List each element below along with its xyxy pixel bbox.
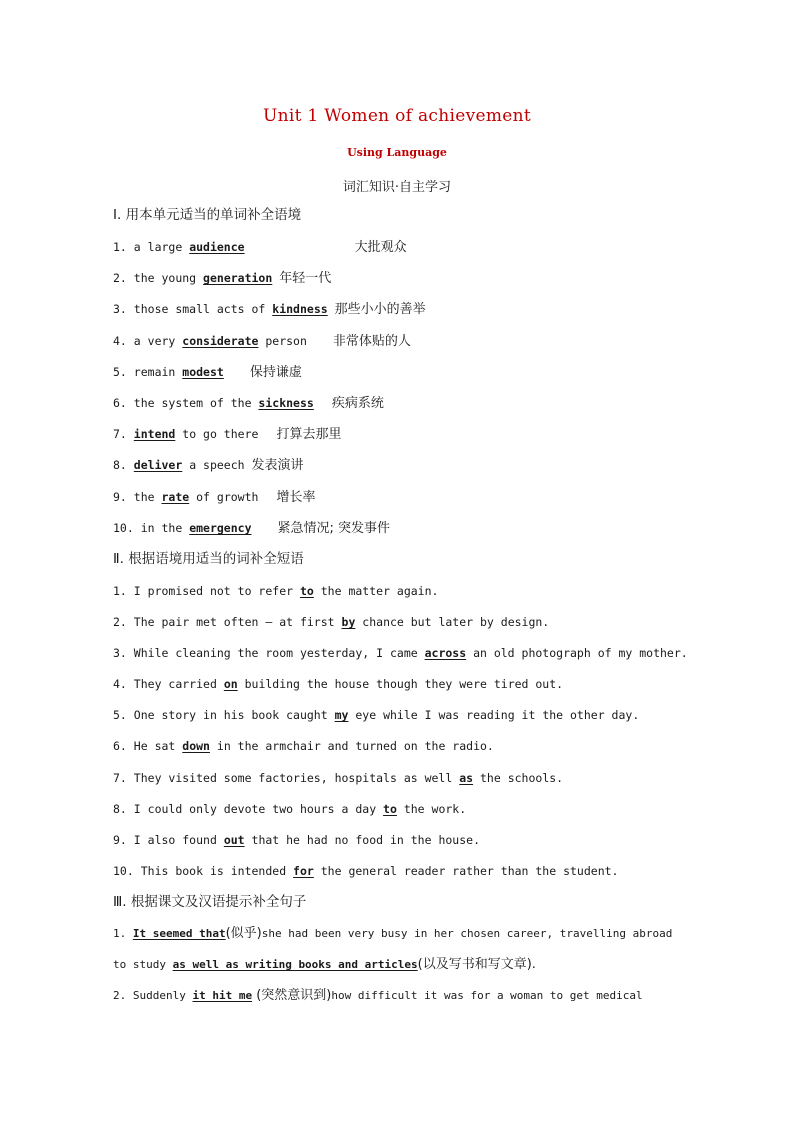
list-item: 4. a very considerate person 非常体贴的人 (113, 334, 411, 349)
answer: deliver (133, 458, 183, 472)
list-item: 9. I also found out that he had no food in the house. (113, 833, 480, 847)
sentence-item-continued: to study as well as writing books and articles(以及写书和写文章). (113, 957, 536, 972)
list-item: 3. While cleaning the room yesterday, I came across an old photograph of my mother. (113, 646, 688, 660)
list-item: 2. The pair met often — at first by chance but later by design. (113, 615, 550, 629)
answer: across (424, 646, 467, 660)
answer: for (293, 864, 314, 878)
answer: emergency (189, 521, 252, 535)
list-item: 10. This book is intended for the general reader rather than the student. (113, 864, 619, 878)
answer: to (299, 584, 314, 598)
answer: modest (182, 365, 224, 379)
sentence-item: 2. Suddenly it hit me (突然意识到)how difficult it was for a woman to get medical (113, 988, 643, 1003)
list-item: 7. They visited some factories, hospitals as well as the schools. (113, 771, 564, 785)
answer: it hit me (192, 989, 253, 1002)
answer: my (334, 708, 349, 722)
part1-heading: Ⅰ. 用本单元适当的单词补全语境 (113, 207, 302, 223)
list-item: 10. in the emergency 紧急情况; 突发事件 (113, 521, 391, 536)
list-item: 3. those small acts of kindness 那些小小的善举 (113, 302, 426, 317)
answer: as (459, 771, 474, 785)
answer: out (223, 833, 245, 847)
list-item: 8. deliver a speech 发表演讲 (113, 458, 304, 473)
answer: considerate (182, 334, 259, 348)
answer: kindness (272, 302, 328, 316)
list-item: 5. remain modest 保持谦虚 (113, 365, 302, 380)
list-item: 6. the system of the sickness 疾病系统 (113, 396, 384, 411)
answer: intend (133, 427, 176, 441)
section-heading: 词汇知识·自主学习 (342, 180, 452, 195)
list-item: 2. the young generation 年轻一代 (113, 271, 332, 286)
list-item: 6. He sat down in the armchair and turned on the radio. (113, 739, 494, 753)
answer: rate (161, 490, 190, 504)
answer: sickness (258, 396, 314, 410)
list-item: 1. I promised not to refer to the matter again. (113, 584, 439, 598)
list-item: 4. They carried on building the house though they were tired out. (113, 677, 564, 691)
lesson-subtitle: Using Language (347, 146, 447, 159)
unit-title: Unit 1 Women of achievement (262, 106, 531, 126)
sentence-item: 1. It seemed that(似乎)she had been very busy in her chosen career, travelling abroad (113, 926, 673, 941)
answer: audience (189, 240, 245, 254)
answer: to (383, 802, 397, 816)
list-item: 9. the rate of growth 增长率 (113, 490, 316, 505)
part3-heading: Ⅲ. 根据课文及汉语提示补全句子 (113, 894, 307, 910)
part2-heading: Ⅱ. 根据语境用适当的词补全短语 (113, 551, 304, 567)
list-item: 7. intend to go there 打算去那里 (113, 427, 342, 442)
answer: generation (203, 271, 273, 285)
answer: by (341, 615, 356, 629)
answer: It seemed that (132, 927, 226, 940)
answer: as well as writing books and articles (172, 958, 418, 971)
answer: on (223, 677, 238, 691)
list-item: 1. a large audience 大批观众 (113, 240, 407, 255)
list-item: 8. I could only devote two hours a day to the work. (113, 802, 467, 816)
answer: down (182, 739, 210, 753)
list-item: 5. One story in his book caught my eye while I was reading it the other day. (113, 708, 640, 722)
